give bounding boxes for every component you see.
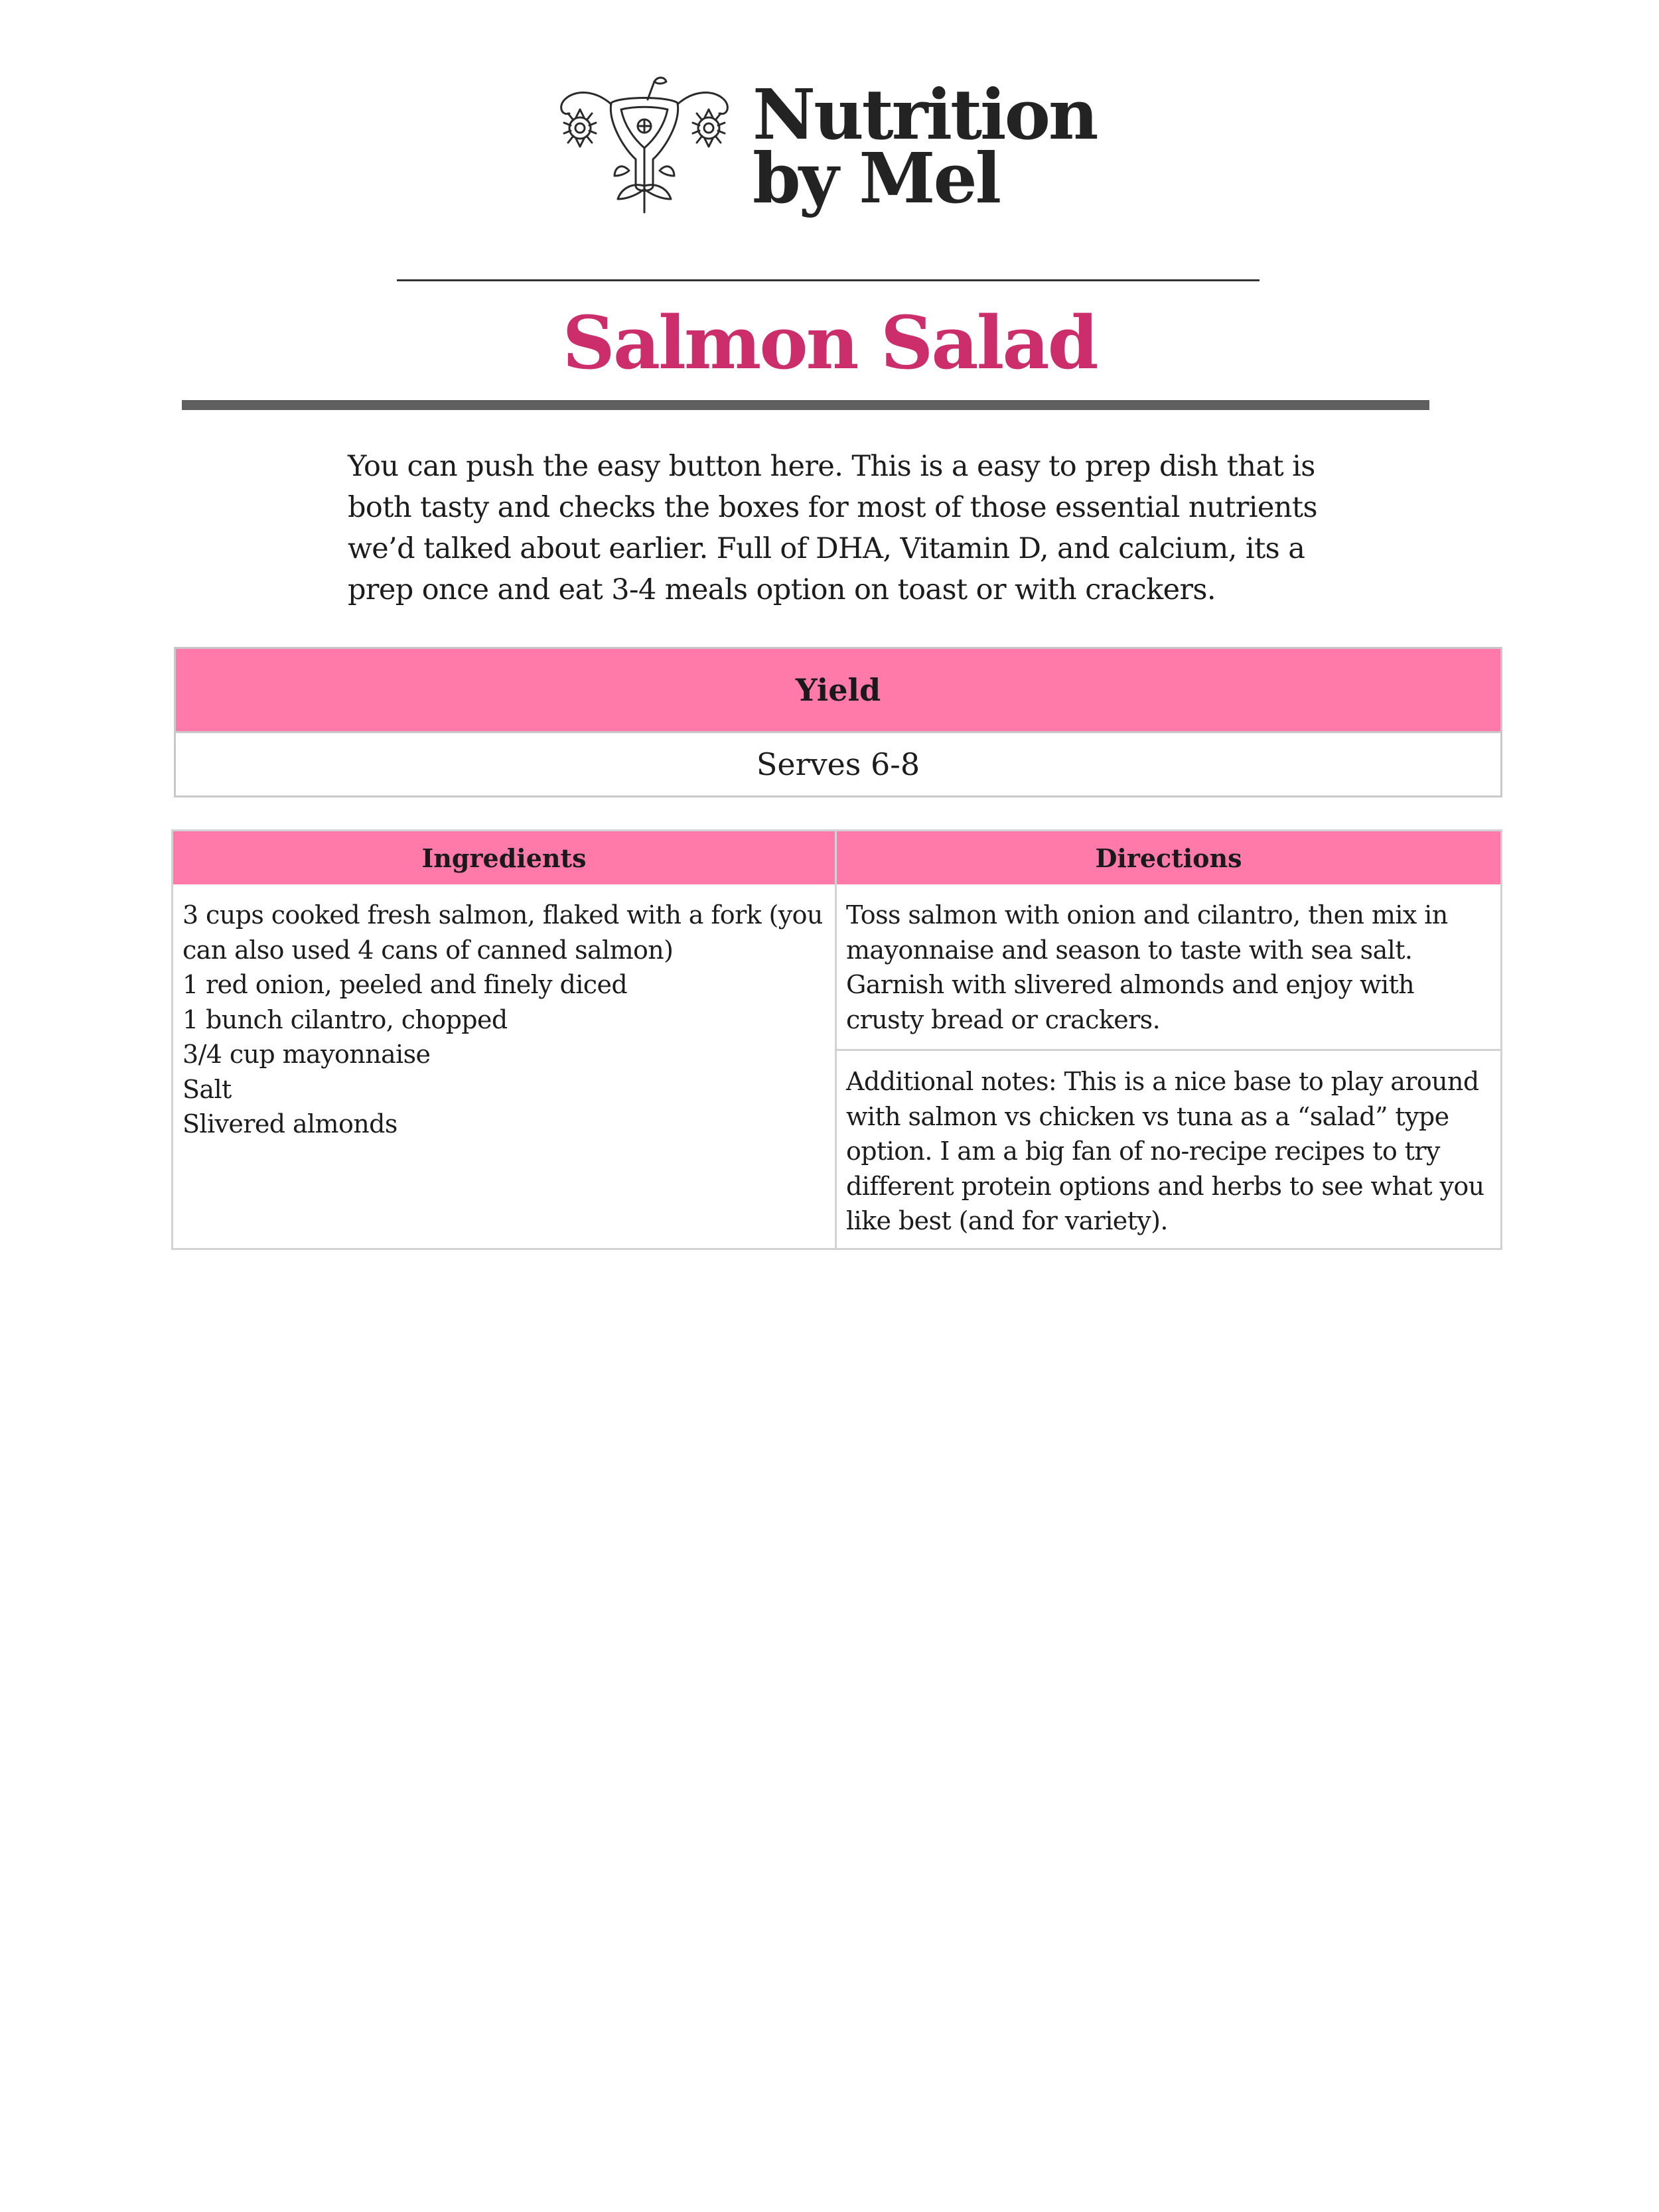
ingredient-item: 1 red onion, peeled and finely diced bbox=[182, 970, 628, 999]
header-divider bbox=[397, 279, 1260, 281]
intro-paragraph: You can push the easy button here. This is a easy to prep dish that is both tasty and checks the boxes for most of those essential nutrients we’d talked about earlier. Full of DHA, Vitamin D, and calcium, its a prep once and eat 3-4 meals option on toast or with crackers. bbox=[348, 450, 1317, 606]
page-title: Salmon Salad bbox=[562, 300, 1097, 385]
ingredient-item: 1 bunch cilantro, chopped bbox=[182, 1004, 508, 1034]
title-divider bbox=[182, 400, 1429, 410]
brand-name bbox=[753, 74, 1097, 219]
ingredient-item: Salt bbox=[182, 1074, 232, 1104]
ingredients-list bbox=[182, 898, 826, 1142]
ingredient-item: 3 cups cooked fresh salmon, flaked with a fork (you can also used 4 cans of canned salmon) bbox=[182, 900, 823, 965]
brand-line-1: Nutrition bbox=[753, 74, 1097, 155]
directions-header: Directions bbox=[837, 831, 1500, 884]
ingredients-header: Ingredients bbox=[173, 831, 835, 884]
floral-uterus-icon bbox=[548, 70, 741, 222]
yield-value: Serves 6-8 bbox=[176, 731, 1500, 795]
brand-logo bbox=[548, 70, 1097, 222]
directions-step: Toss salmon with onion and cilantro, then mix in mayonnaise and season to taste with sea salt. Garnish with slivered almonds and enjoy with crusty bread or crackers. bbox=[837, 884, 1500, 1051]
ingredients-cell bbox=[173, 884, 835, 1235]
recipe-table bbox=[171, 829, 1502, 1250]
additional-notes: Additional notes: This is a nice base to play around with salmon vs chicken vs tuna as a “salad” type option. I am a big fan of no-recipe recipes to try different protein options and herbs to see what you like best (and for variety). bbox=[846, 1067, 1484, 1235]
ingredient-item: 3/4 cup mayonnaise bbox=[182, 1040, 431, 1069]
yield-table bbox=[174, 647, 1502, 797]
ingredients-column bbox=[173, 831, 837, 1248]
ingredient-item: Slivered almonds bbox=[182, 1109, 397, 1139]
brand-line-2: by Mel bbox=[753, 137, 1000, 219]
yield-header: Yield bbox=[176, 649, 1500, 731]
directions-column bbox=[837, 831, 1500, 1248]
